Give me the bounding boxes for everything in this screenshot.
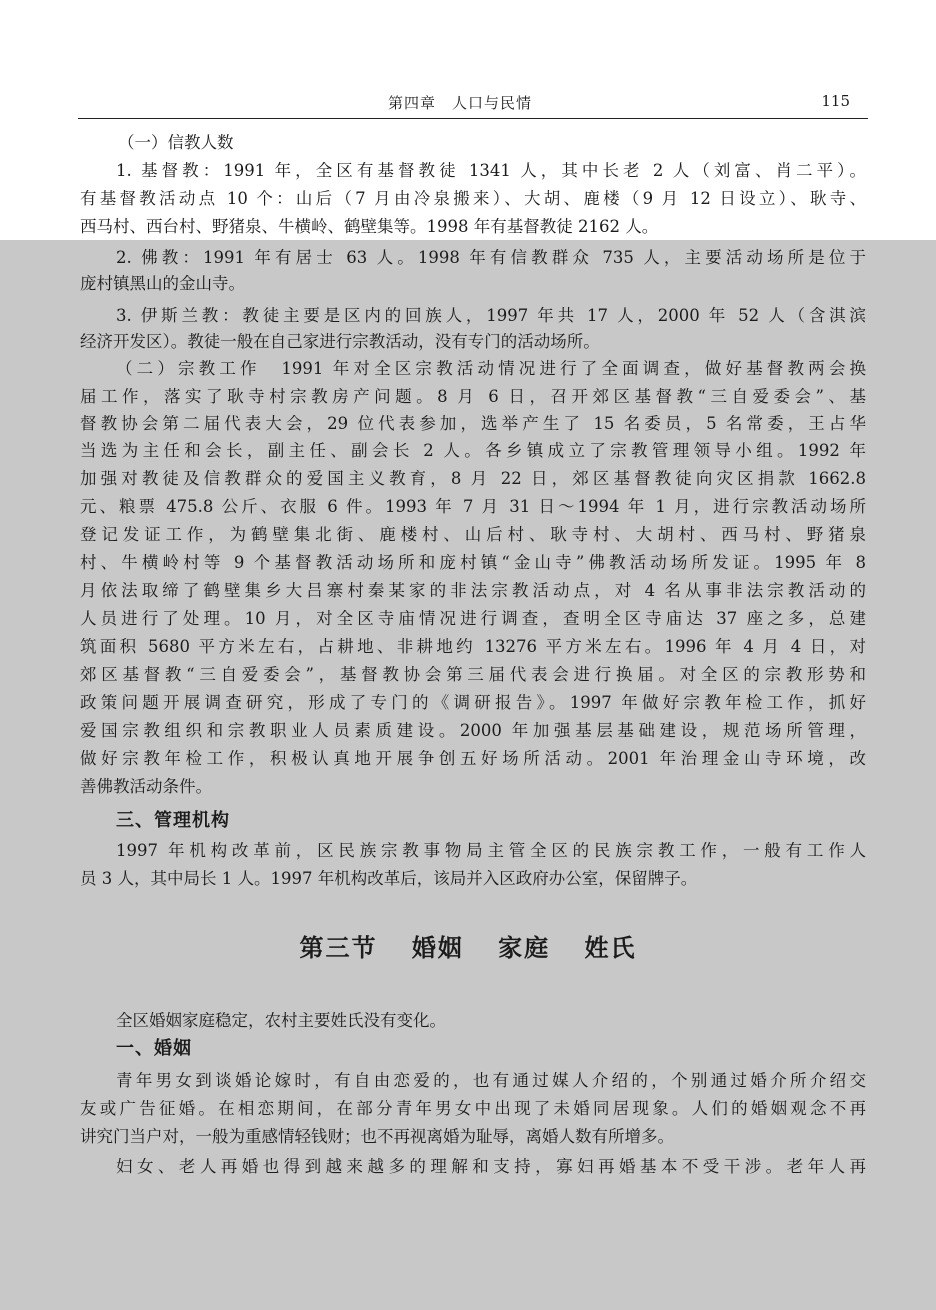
paragraph-line: 3. 伊斯兰教：教徒主要是区内的回族人，1997 年共 17 人，2000 年 52 人（含淇滨: [116, 306, 866, 325]
paragraph-line: 政策问题开展调查研究，形成了专门的《调研报告》。1997 年做好宗教年检工作，抓好: [80, 693, 866, 712]
paragraph-line: 加强对教徒及信教群众的爱国主义教育，8 月 22 日，郊区基督教徒向灾区捐款 1662.8: [80, 469, 866, 488]
paragraph-line: 登记发证工作，为鹤壁集北街、鹿楼村、山后村、耿寺村、大胡村、西马村、野猪泉: [80, 525, 866, 544]
paragraph-line: 员 3 人，其中局长 1 人。1997 年机构改革后，该局并入区政府办公室，保留牌子。: [80, 869, 698, 888]
paragraph-line: 村、牛横岭村等 9 个基督教活动场所和庞村镇“金山寺”佛教活动场所发证。1995 年 8: [80, 553, 866, 572]
intro-paragraph: 全区婚姻家庭稳定，农村主要姓氏没有变化。: [116, 1011, 446, 1030]
page-header: [78, 88, 868, 119]
paragraph-line: （二）宗教工作 1991 年对全区宗教活动情况进行了全面调查，做好基督教两会换: [116, 359, 866, 378]
page-number: 115: [821, 92, 850, 110]
section-title: [0, 928, 936, 963]
paragraph-line: 善佛教活动条件。: [80, 777, 212, 796]
paragraph-line: 做好宗教年检工作，积极认真地开展争创五好场所活动。2001 年治理金山寺环境，改: [80, 749, 866, 768]
heading-management: 三、管理机构: [116, 810, 230, 831]
section-title-part: 婚姻: [411, 933, 464, 962]
paragraph-line: 爱国宗教组织和宗教职业人员素质建设。2000 年加强基层基础建设，规范场所管理，: [80, 721, 866, 740]
paragraph-line: 元、粮票 475.8 公斤、衣服 6 件。1993 年 7 月 31 日～1994 年 1 月，进行宗教活动场所: [80, 497, 866, 516]
section-title-part: 家庭: [498, 933, 551, 962]
paragraph-line: 1. 基督教：1991 年，全区有基督教徒 1341 人，其中长老 2 人（刘富、肖二平）。: [116, 161, 866, 180]
section-title-part: 姓氏: [584, 933, 637, 962]
paragraph-line: 庞村镇黑山的金山寺。: [80, 274, 245, 293]
paragraph-line: 月依法取缔了鹤壁集乡大吕寨村秦某家的非法宗教活动点，对 4 名从事非法宗教活动的: [80, 581, 866, 600]
paragraph-line: 届工作，落实了耿寺村宗教房产问题。8 月 6 日，召开郊区基督教“三自爱委会”、基: [80, 387, 866, 406]
heading-marriage: 一、婚姻: [116, 1038, 192, 1059]
section-title-part: 第三节: [299, 933, 378, 962]
paragraph-line: 友或广告征婚。在相恋期间，在部分青年男女中出现了未婚同居现象。人们的婚姻观念不再: [80, 1099, 866, 1118]
paragraph-line: 筑面积 5680 平方米左右，占耕地、非耕地约 13276 平方米左右。1996 年 4 月 4 日，对: [80, 637, 866, 656]
paragraph-line: 经济开发区）。教徒一般在自己家进行宗教活动，没有专门的活动场所。: [80, 332, 600, 351]
paragraph-line: 西马村、西台村、野猪泉、牛横岭、鹤壁集等。1998 年有基督教徒 2162 人。: [80, 217, 659, 236]
paragraph-line: 督教协会第二届代表大会，29 位代表参加，选举产生了 15 名委员，5 名常委，王占华: [80, 414, 866, 433]
paragraph-line: 讲究门当户对，一般为重感情轻钱财；也不再视离婚为耻辱，离婚人数有所增多。: [80, 1127, 674, 1146]
subheading-believers: （一）信教人数: [118, 133, 234, 152]
paragraph-line: 1997 年机构改革前，区民族宗教事物局主管全区的民族宗教工作，一般有工作人: [116, 841, 866, 860]
paragraph-line: 有基督教活动点 10 个：山后（7 月由冷泉搬来）、大胡、鹿楼（9 月 12 日设立）、耿寺、: [80, 189, 866, 208]
paragraph-line: 妇女、老人再婚也得到越来越多的理解和支持，寡妇再婚基本不受干涉。老年人再: [116, 1157, 866, 1176]
paragraph-line: 青年男女到谈婚论嫁时，有自由恋爱的，也有通过媒人介绍的，个别通过婚介所介绍交: [116, 1071, 866, 1090]
paragraph-line: 当选为主任和会长，副主任、副会长 2 人。各乡镇成立了宗教管理领导小组。1992 年: [80, 441, 866, 460]
running-title: 第四章 人口与民情: [388, 94, 533, 112]
paragraph-line: 人员进行了处理。10 月，对全区寺庙情况进行调查，查明全区寺庙达 37 座之多，总建: [80, 609, 866, 628]
paragraph-line: 2. 佛教：1991 年有居士 63 人。1998 年有信教群众 735 人，主要活动场所是位于: [116, 248, 866, 267]
paragraph-line: 郊区基督教“三自爱委会”，基督教协会第三届代表会进行换届。对全区的宗教形势和: [80, 665, 866, 684]
